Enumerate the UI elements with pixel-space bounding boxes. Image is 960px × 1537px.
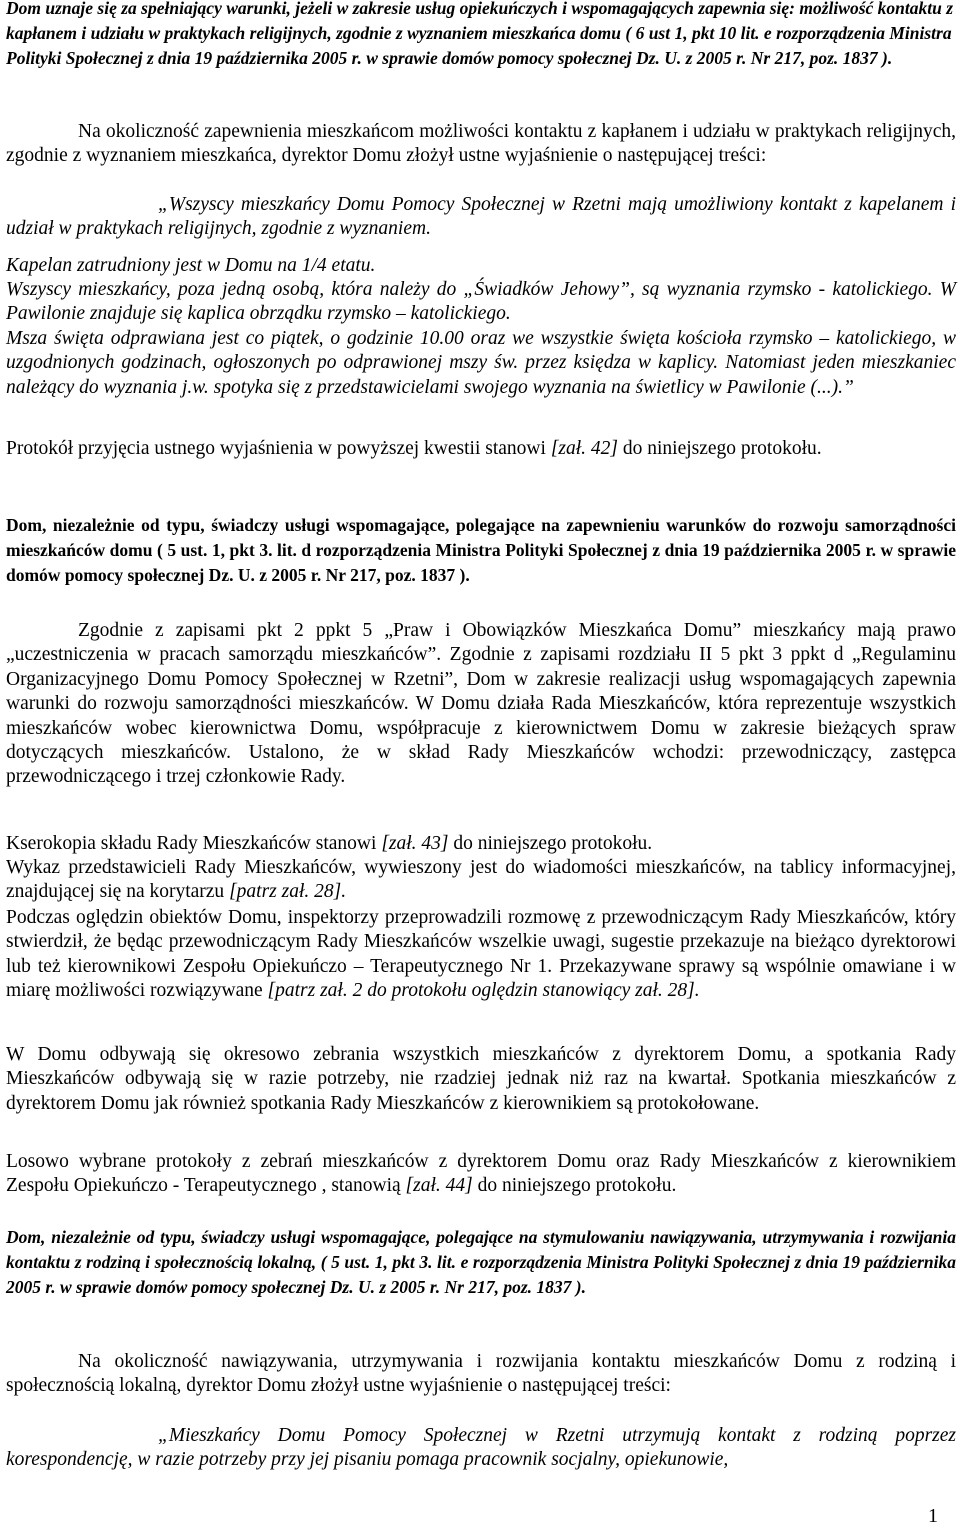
protocol-text: Protokół przyjęcia ustnego wyjaśnienia w powyższej kwestii stanowi bbox=[6, 438, 551, 459]
protocol-44-text: Losowo wybrane protokoły z zebrań mieszkańców z dyrektorem Domu oraz Rady Mieszkańców z kierownikiem Zespołu Opiekuńczo - Terapeutycznego , stanowią bbox=[6, 1151, 956, 1197]
attachment-ref-28: [patrz zał. 28]. bbox=[229, 881, 347, 903]
council-copy-end: do niniejszego protokołu. bbox=[448, 833, 653, 854]
protocol-end: do niniejszego protokołu. bbox=[618, 438, 822, 459]
section-header-religious-contact: Dom uznaje się za spełniający warunki, jeżeli w zakresie usług opiekuńczych i wspomagających zapewnia się: możliwość kontaktu z kapłanem i udziału w praktykach religijnych, zgodnie z wyznaniem mieszkańca domu ( 6 ust 1, pkt 10 lit. e rozporządzenia Ministra Polityki Społecznej z dnia 19 października 2005 r. w sprawie domów pomocy społecznej Dz. U. z 2005 r. Nr 217, poz. 1837 ). bbox=[6, 0, 954, 68]
paragraph-resident-rights: Zgodnie z zapisami pkt 2 ppkt 5 „Praw i Obowiązków Mieszkańca Domu” mieszkańcy mają prawo „uczestniczenia w pracach samorządu mieszkańców”. Zgodnie z zapisami rozdziału II 5 pkt 3 ppkt d „Regulaminu Organizacyjnego Domu Pomocy Społecznej w Rzetni”, Dom w zakresie realizacji usług wspomagających zapewnia warunki do rozwoju samorządności mieszkańców. W Domu działa Rada Mieszkańców, która reprezentuje wszystkich mieszkańców wobec kierownictwa Domu, współpracuje z kierownictwem Domu w zakresie bieżących spraw dotyczących mieszkańców. Ustalono, że w skład Rady Mieszkańców wchodzi: przewodniczący, zastępca przewodniczącego i trzej członkowie Rady. bbox=[6, 620, 956, 788]
page-number: 1 bbox=[928, 1505, 938, 1527]
attachment-ref-42: [zał. 42] bbox=[550, 438, 618, 459]
section-header-family-contact: Dom, niezależnie od typu, świadczy usługi wspomagające, polegające na stymulowaniu nawiązywania, utrzymywania i rozwijania kontaktu z rodziną i społecznością lokalną, ( 5 ust. 1, pkt 3. lit. e rozporządzenia Ministra Polityki Społecznej z dnia 19 października 2005 r. w sprawie domów pomocy społecznej Dz. U. z 2005 r. Nr 217, poz. 1837 ). bbox=[6, 1227, 956, 1297]
section-header-self-government: Dom, niezależnie od typu, świadczy usługi wspomagające, polegające na zapewnieniu warunków do rozwoju samorządności mieszkańców domu ( 5 ust. 1, pkt 3. lit. d rozporządzenia Ministra Polityki Społecznej z dnia 19 października 2005 r. w sprawie domów pomocy społecznej Dz. U. z 2005 r. Nr 217, poz. 1837 ). bbox=[6, 515, 956, 585]
attachment-ref-44: [zał. 44] bbox=[405, 1175, 473, 1197]
quote-paragraph-2: Kapelan zatrudniony jest w Domu na 1/4 etatu. bbox=[6, 255, 376, 276]
inspection-text: Podczas oględzin obiektów Domu, inspektorzy przeprowadzili rozmowę z przewodniczącym Rady Mieszkańców, który stwierdził, że będąc przewodniczącym Rady Mieszkańców wszelkie uwagi, sugestie przekazuje na bieżąco dyrektorowi lub też kierownikowi Zespołu Opiekuńczo – Terapeutycznego Nr 1. Przekazywane sprawy są wspólnie omawiane i w miarę możliwości rozwiązywane bbox=[6, 907, 956, 1002]
paragraph-council-copy bbox=[6, 832, 956, 856]
quote-paragraph-1: „Wszyscy mieszkańcy Domu Pomocy Społecznej w Rzetni mają umożliwiony kontakt z kapelanem i udział w praktykach religijnych, zgodnie z wyznaniem. bbox=[6, 194, 956, 240]
quote-paragraph-3: Wszyscy mieszkańcy, poza jedną osobą, która należy do „Świadków Jehowy”, są wyznania rzymsko - katolickiego. W Pawilonie znajduje się kaplica obrządku rzymsko – katolickiego. bbox=[6, 279, 956, 325]
quote-paragraph-4: Msza święta odprawiana jest co piątek, o godzinie 10.00 oraz we wszystkie święta kościoła rzymsko – katolickiego, w uzgodnionych godzinach, ogłoszonych po odprawionej mszy św. przez księdza w kaplicy. Natomiast jeden mieszkaniec należący do wyznania j.w. spotyka się z przedstawicielami swojego wyznania na świetlicy w Pawilonie (...).” bbox=[6, 328, 956, 398]
paragraph-intro-religious: Na okoliczność zapewnienia mieszkańcom możliwości kontaktu z kapłanem i udziału w praktykach religijnych, zgodnie z wyznaniem mieszkańca, dyrektor Domu złożył ustne wyjaśnienie o następującej treści: bbox=[6, 121, 956, 167]
paragraph-protocol-42 bbox=[6, 437, 956, 461]
paragraph-protocol-44 bbox=[6, 1150, 956, 1199]
paragraph-intro-family: Na okoliczność nawiązywania, utrzymywania i rozwijania kontaktu mieszkańców Domu z rodziną i społecznością lokalną, dyrektor Domu złożył ustne wyjaśnienie o następującej treści: bbox=[6, 1351, 956, 1397]
protocol-44-end: do niniejszego protokołu. bbox=[472, 1175, 677, 1197]
paragraph-council-list bbox=[6, 856, 956, 905]
attachment-ref-43: [zał. 43] bbox=[381, 833, 449, 854]
attachment-ref-28b: [patrz zał. 2 do protokołu oględzin stanowiący zał. 28]. bbox=[267, 980, 700, 1002]
council-copy-text: Kserokopia składu Rady Mieszkańców stanowi bbox=[6, 833, 382, 854]
quote-family-1: „Mieszkańcy Domu Pomocy Społecznej w Rzetni utrzymują kontakt z rodziną poprzez korespondencję, w razie potrzeby przy jej pisaniu pomaga pracownik socjalny, opiekunowie, bbox=[6, 1425, 956, 1471]
paragraph-inspection-interview bbox=[6, 906, 956, 1004]
paragraph-meetings: W Domu odbywają się okresowo zebrania wszystkich mieszkańców z dyrektorem Domu, a spotkania Rady Mieszkańców odbywają się w razie potrzeby, nie rzadziej jednak niż raz na kwartał. Spotkania mieszkańców z dyrektorem Domu jak również spotkania Rady Mieszkańców z kierownikiem są protokołowane. bbox=[6, 1044, 956, 1114]
council-list-text: Wykaz przedstawicieli Rady Mieszkańców, wywieszony jest do wiadomości mieszkańców, na tablicy informacyjnej, znajdującej się na korytarzu bbox=[6, 857, 956, 903]
